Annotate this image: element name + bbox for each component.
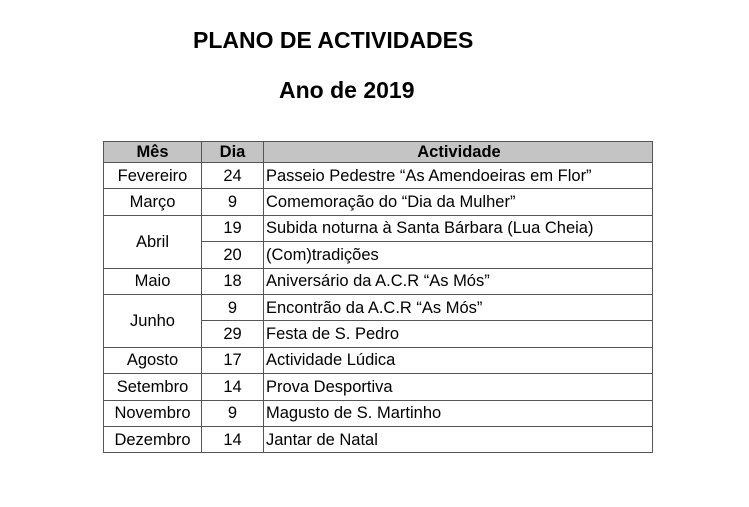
table-row xyxy=(104,189,653,215)
cell-actividade: Magusto de S. Martinho xyxy=(264,400,653,426)
cell-dia: 17 xyxy=(202,347,264,373)
table-row xyxy=(104,347,653,373)
table-row xyxy=(104,374,653,400)
table-row xyxy=(104,426,653,452)
table-header-row xyxy=(104,142,653,163)
cell-mes: Abril xyxy=(104,215,202,268)
header-mes: Mês xyxy=(104,142,202,163)
cell-actividade: Jantar de Natal xyxy=(264,426,653,452)
table-row xyxy=(104,215,653,241)
table-row xyxy=(104,294,653,320)
table-row xyxy=(104,400,653,426)
cell-dia: 14 xyxy=(202,426,264,452)
header-dia: Dia xyxy=(202,142,264,163)
cell-dia: 19 xyxy=(202,215,264,241)
cell-actividade: Subida noturna à Santa Bárbara (Lua Cheia) xyxy=(264,215,653,241)
cell-actividade: Comemoração do “Dia da Mulher” xyxy=(264,189,653,215)
cell-actividade: Festa de S. Pedro xyxy=(264,321,653,347)
cell-dia: 9 xyxy=(202,400,264,426)
header-actividade: Actividade xyxy=(264,142,653,163)
cell-dia: 18 xyxy=(202,268,264,294)
cell-mes: Fevereiro xyxy=(104,163,202,189)
cell-dia: 9 xyxy=(202,294,264,320)
page-title: PLANO DE ACTIVIDADES xyxy=(193,27,474,53)
cell-actividade: Prova Desportiva xyxy=(264,374,653,400)
table-row xyxy=(104,163,653,189)
cell-mes: Março xyxy=(104,189,202,215)
cell-actividade: Aniversário da A.C.R “As Mós” xyxy=(264,268,653,294)
cell-dia: 24 xyxy=(202,163,264,189)
cell-dia: 9 xyxy=(202,189,264,215)
table-row xyxy=(104,268,653,294)
cell-dia: 29 xyxy=(202,321,264,347)
cell-dia: 14 xyxy=(202,374,264,400)
cell-mes: Dezembro xyxy=(104,426,202,452)
cell-actividade: Passeio Pedestre “As Amendoeiras em Flor” xyxy=(264,163,653,189)
cell-dia: 20 xyxy=(202,242,264,268)
cell-mes: Junho xyxy=(104,294,202,347)
cell-actividade: Actividade Lúdica xyxy=(264,347,653,373)
cell-mes: Agosto xyxy=(104,347,202,373)
cell-mes: Setembro xyxy=(104,374,202,400)
page-subtitle: Ano de 2019 xyxy=(279,77,415,103)
cell-actividade: Encontrão da A.C.R “As Mós” xyxy=(264,294,653,320)
cell-actividade: (Com)tradições xyxy=(264,242,653,268)
cell-mes: Maio xyxy=(104,268,202,294)
cell-mes: Novembro xyxy=(104,400,202,426)
activities-table xyxy=(103,141,653,453)
